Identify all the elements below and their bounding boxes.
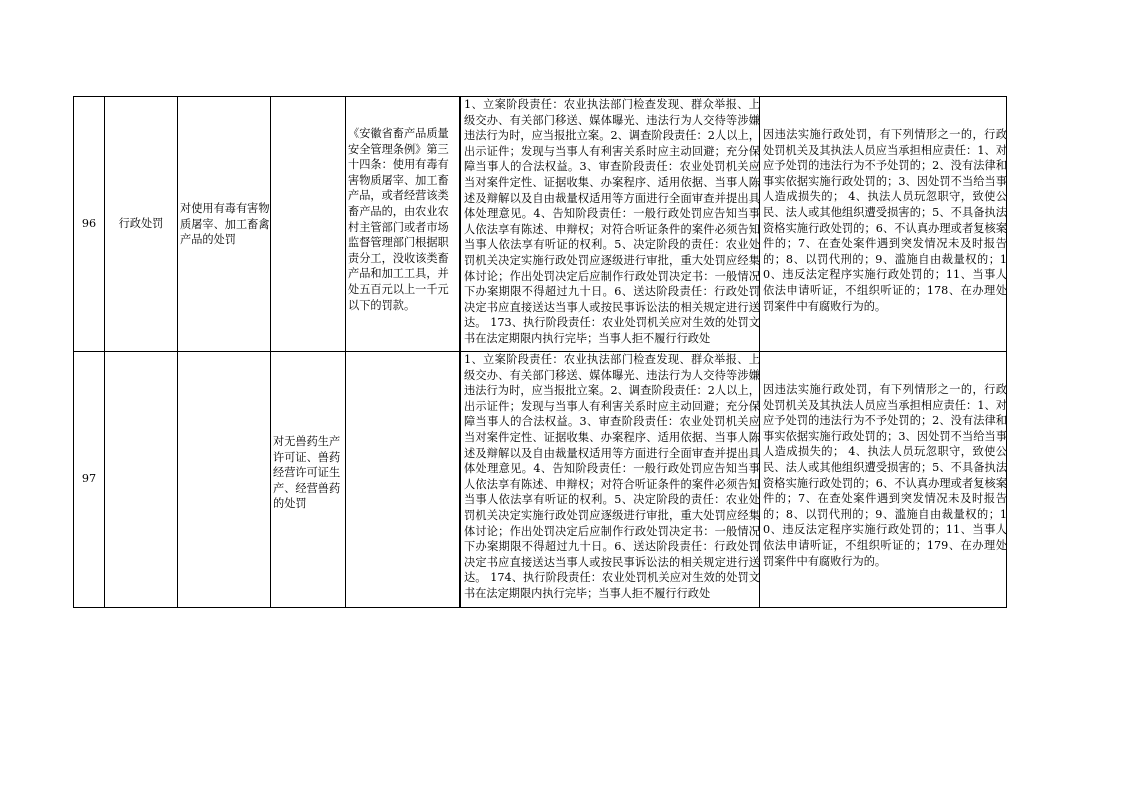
penalty-sub-item: 对无兽药生产许可证、兽药经营许可证生产、经营兽药的处罚 — [273, 435, 341, 511]
responsibility-text: 1、立案阶段责任：农业执法部门检查发现、群众举报、上级交办、有关部门移送、媒体曝光、违法行为人交待等涉嫌违法行为时，应当报批立案。2、调查阶段责任：2人以上，出示证件；发现与当事人有利害关系时应主动回避；充分保障当事人的合法权益。3、审查阶段责任：农业处罚机关应当对案件定性、证据收集、办案程序、适用依据、当事人陈述及辩解以及自由裁量权适用等方面进行全面审查并提出具体处理意见。4、告知阶段责任：一般行政处罚应告知当事人依法享有陈述、申辩权；对符合听证条件的案件必须告知当事人依法享有听证的权利。5、决定阶段的责任：农业处罚机关决定实施行政处罚应逐级进行审批，重大处罚应经集体讨论；作出处罚决定后应制作行政处罚决定书：一般情况下办案期限不得超过九十日。6、送达阶段责任：行政处罚决定书应直接送达当事人或按民事诉讼法的相关规定进行送达。 174、执行阶段责任：农业处罚机关应对生效的处罚文书在法定期限内执行完毕；当事人拒不履行行政处 — [464, 353, 760, 600]
responsibility-text: 1、立案阶段责任：农业执法部门检查发现、群众举报、上级交办、有关部门移送、媒体曝光、违法行为人交待等涉嫌违法行为时，应当报批立案。2、调查阶段责任：2人以上，出示证件；发现与当事人有利害关系时应主动回避；充分保障当事人的合法权益。3、审查阶段责任：农业处罚机关应当对案件定性、证据收集、办案程序、适用依据、当事人陈述及辩解以及自由裁量权适用等方面进行全面审查并提出具体处理意见。4、告知阶段责任：一般行政处罚应告知当事人依法享有陈述、申辩权；对符合听证条件的案件必须告知当事人依法享有听证的权利。5、决定阶段的责任：农业处罚机关决定实施行政处罚应逐级进行审批，重大处罚应经集体讨论；作出处罚决定后应制作行政处罚决定书：一般情况下办案期限不得超过九十日。6、送达阶段责任：行政处罚决定书应直接送达当事人或按民事诉讼法的相关规定进行送达。 173、执行阶段责任：农业处罚机关应对生效的处罚文书在法定期限内执行完毕；当事人拒不履行行政处 — [464, 98, 760, 345]
accountability-text: 因违法实施行政处罚，有下列情形之一的，行政处罚机关及其执法人员应当承担相应责任：1、对应予处罚的违法行为不予处罚的；2、没有法律和事实依据实施行政处罚的；3、因处罚不当给当事人造成损失的； 4、执法人员玩忽职守，致使公民、法人或其他组织遭受损害的；5、不具备执法资格实施行政处罚的；6、不认真办理或者复核案件的；7、在查处案件遇到突发情况未及时报告的；8、以罚代刑的；9、滥施自由裁量权的；10、违反法定程序实施行政处罚的；11、当事人依法申请听证，不组织听证的；179、在办理处罚案件中有腐败行为的。 — [763, 383, 1007, 568]
penalty-item: 对使用有毒有害物质屠宰、加工畜禽产品的处罚 — [180, 202, 270, 247]
penalty-table — [73, 96, 1007, 608]
column-divider — [104, 96, 105, 608]
accountability-text: 因违法实施行政处罚，有下列情形之一的，行政处罚机关及其执法人员应当承担相应责任：1、对应予处罚的违法行为不予处罚的；2、没有法律和事实依据实施行政处罚的；3、因处罚不当给当事人造成损失的； 4、执法人员玩忽职守，致使公民、法人或其他组织遭受损害的；5、不具备执法资格实施行政处罚的；6、不认真办理或者复核案件的；7、在查处案件遇到突发情况未及时报告的；8、以罚代刑的；9、滥施自由裁量权的；10、违反法定程序实施行政处罚的；11、当事人依法申请听证，不组织听证的；178、在办理处罚案件中有腐败行为的。 — [763, 128, 1007, 313]
table-border-left — [73, 96, 74, 608]
row-number: 97 — [81, 472, 97, 485]
legal-basis: 《安徽省畜产品质量安全管理条例》第三十四条：使用有毒有害物质屠宰、加工畜产品，或者经营该类畜产品的，由农业农村主管部门或者市场监督管理部门根据职责分工，没收该类畜产品和加工工具，并处五百元以上一千元以下的罚款。 — [348, 127, 449, 312]
column-divider — [177, 96, 178, 608]
row-number: 96 — [81, 217, 97, 230]
penalty-category: 行政处罚 — [118, 217, 164, 230]
column-divider — [459, 96, 461, 608]
table-border-bottom — [73, 607, 1007, 608]
column-divider — [270, 96, 271, 608]
